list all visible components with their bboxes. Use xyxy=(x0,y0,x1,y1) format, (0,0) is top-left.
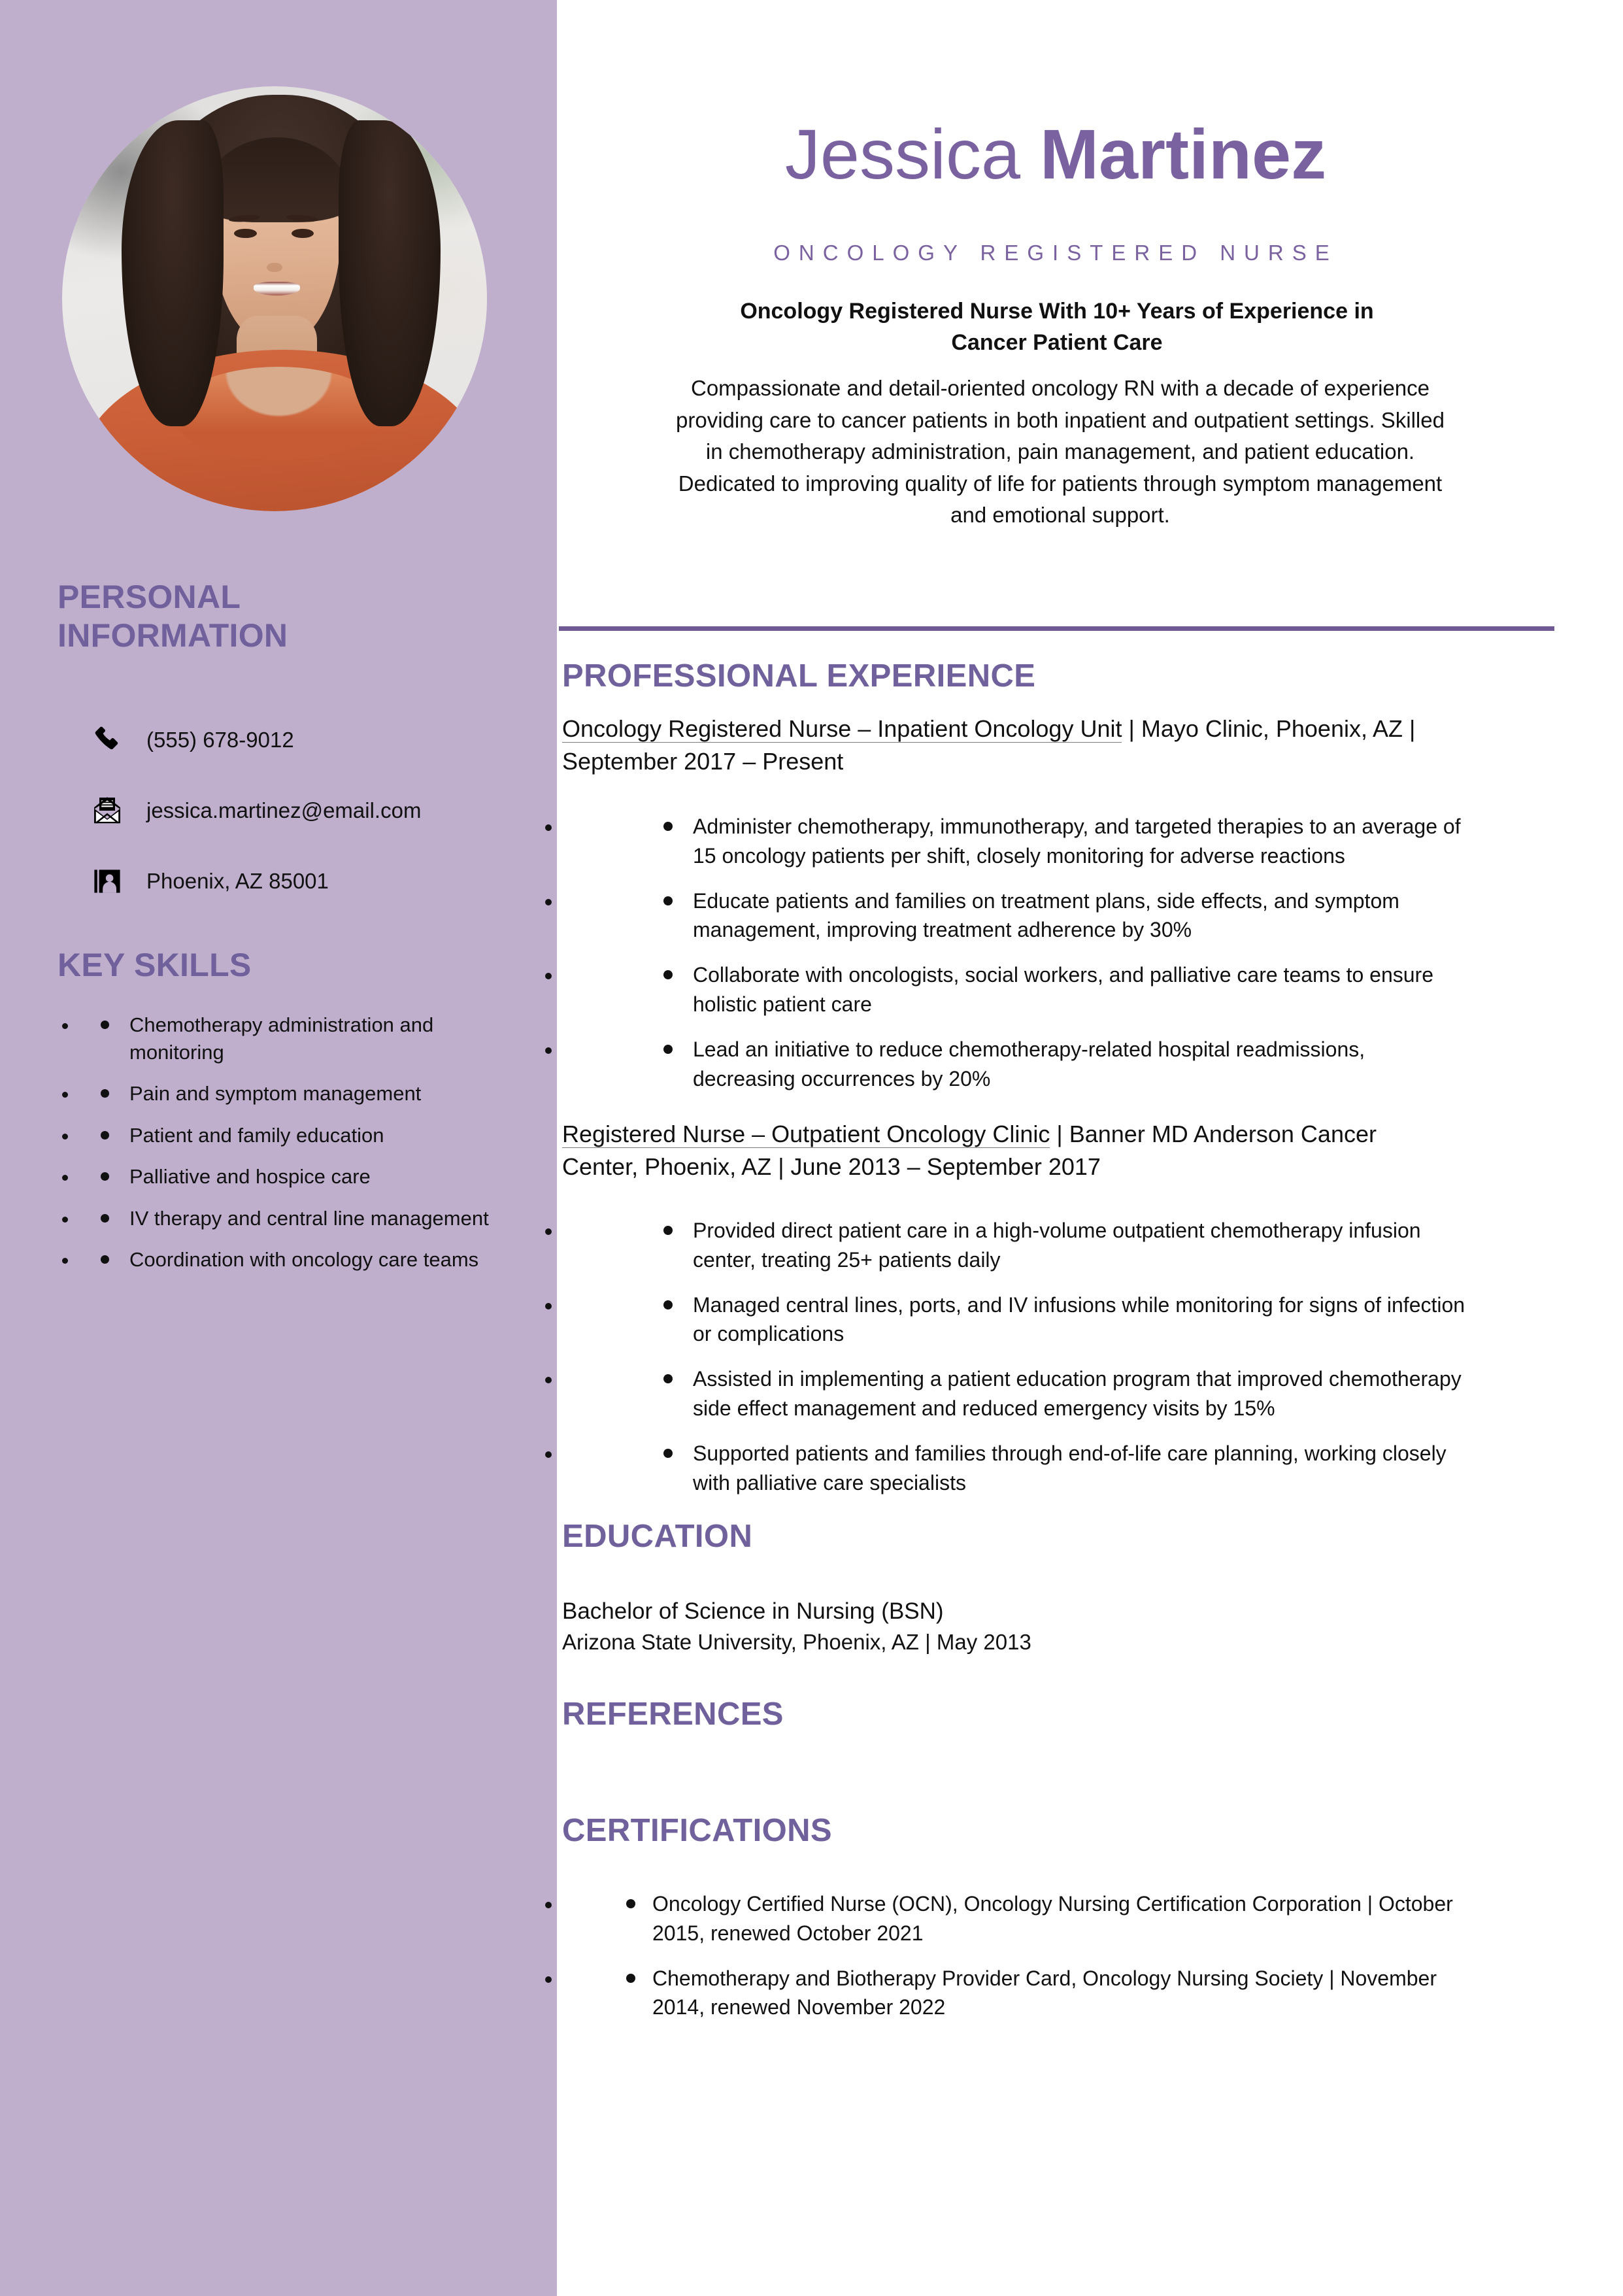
job-title: Oncology Registered Nurse – Inpatient Oncology Unit xyxy=(562,715,1122,742)
bullet-item: • Managed central lines, ports, and IV infusions while monitoring for signs of infection or complications xyxy=(562,1291,1471,1349)
education-entry xyxy=(562,1595,1412,1657)
job-bullets-0 xyxy=(562,812,1471,1109)
job-heading-1 xyxy=(562,1118,1431,1184)
sidebar xyxy=(0,0,557,2296)
bullet-item: • Supported patients and families through end-of-life care planning, working closely with palliative care specialists xyxy=(562,1439,1471,1498)
contact-list xyxy=(92,705,497,917)
job-title: Registered Nurse – Outpatient Oncology Clinic xyxy=(562,1121,1050,1147)
contact-row-phone[interactable] xyxy=(92,705,497,775)
contact-row-address[interactable] xyxy=(92,846,497,917)
professional-experience-heading: PROFESSIONAL EXPERIENCE xyxy=(562,658,1036,694)
job-bullets-1 xyxy=(562,1216,1471,1513)
first-name: Jessica xyxy=(784,114,1021,194)
contact-row-email[interactable] xyxy=(92,775,497,846)
bullet-item: • Educate patients and families on treatment plans, side effects, and symptom management, improving treatment adherence by 30% xyxy=(562,886,1471,945)
bullet-item: • Administer chemotherapy, immunotherapy, and targeted therapies to an average of 15 oncology patients per shift, closely monitoring for adverse reactions xyxy=(562,812,1471,871)
skill-item: • Pain and symptom management xyxy=(78,1080,497,1107)
skill-item: • IV therapy and central line management xyxy=(78,1205,497,1232)
page-title xyxy=(557,114,1554,194)
key-skills-list xyxy=(78,1011,497,1288)
key-skills-heading: KEY SKILLS xyxy=(58,947,252,983)
job-meta: | Mayo Clinic, Phoenix, AZ | September 2017 – Present xyxy=(562,715,1416,775)
skill-item: • Patient and family education xyxy=(78,1122,497,1149)
job-heading-0 xyxy=(562,713,1431,779)
summary-body: Compassionate and detail-oriented oncology RN with a decade of experience providing care to cancer patients in both inpatient and outpatient settings. Skilled in chemotherapy administration, pain management, and patient education. Dedicated to improving quality of life for patients through symptom management and emotional support. xyxy=(676,376,1445,527)
job-role-subtitle: ONCOLOGY REGISTERED NURSE xyxy=(773,241,1338,265)
education-school: Arizona State University, Phoenix, AZ | May 2013 xyxy=(562,1630,1031,1654)
skill-item: • Chemotherapy administration and monitoring xyxy=(78,1011,497,1066)
skill-item: • Coordination with oncology care teams xyxy=(78,1246,497,1274)
header-divider xyxy=(559,626,1554,631)
phone-value: (555) 678-9012 xyxy=(146,728,294,752)
education-degree: Bachelor of Science in Nursing (BSN) xyxy=(562,1598,944,1624)
certifications-heading: CERTIFICATIONS xyxy=(562,1813,833,1848)
address-value: Phoenix, AZ 85001 xyxy=(146,869,329,893)
certification-item: • Oncology Certified Nurse (OCN), Oncology Nursing Certification Corporation | October 2015, renewed October 2021 xyxy=(562,1889,1471,1948)
profile-photo-image xyxy=(62,86,487,511)
phone-icon xyxy=(92,724,135,756)
email-value: jessica.martinez@email.com xyxy=(146,798,422,822)
bullet-item: • Assisted in implementing a patient education program that improved chemotherapy side effect management and reduced emergency visits by 15% xyxy=(562,1364,1471,1423)
main-column xyxy=(557,0,1623,2296)
job-meta: | Banner MD Anderson Cancer Center, Phoenix, AZ | June 2013 – September 2017 xyxy=(562,1121,1377,1181)
references-heading: REFERENCES xyxy=(562,1697,784,1732)
last-name: Martinez xyxy=(1040,114,1327,194)
address-card-icon xyxy=(92,866,135,897)
email-icon xyxy=(92,795,135,826)
bullet-item: • Collaborate with oncologists, social workers, and palliative care teams to ensure holistic patient care xyxy=(562,960,1471,1019)
certifications-list xyxy=(562,1889,1471,2038)
personal-information-heading: PERSONAL INFORMATION xyxy=(58,579,288,654)
skill-item: • Palliative and hospice care xyxy=(78,1163,497,1190)
profile-photo xyxy=(62,86,487,511)
certification-item: • Chemotherapy and Biotherapy Provider Card, Oncology Nursing Society | November 2014, renewed November 2022 xyxy=(562,1964,1471,2023)
summary-title: Oncology Registered Nurse With 10+ Years of Experience in Cancer Patient Care xyxy=(740,299,1374,356)
bullet-item: • Provided direct patient care in a high-volume outpatient chemotherapy infusion center, treating 25+ patients daily xyxy=(562,1216,1471,1275)
bullet-item: • Lead an initiative to reduce chemotherapy-related hospital readmissions, decreasing occurrences by 20% xyxy=(562,1035,1471,1094)
education-heading: EDUCATION xyxy=(562,1519,753,1554)
